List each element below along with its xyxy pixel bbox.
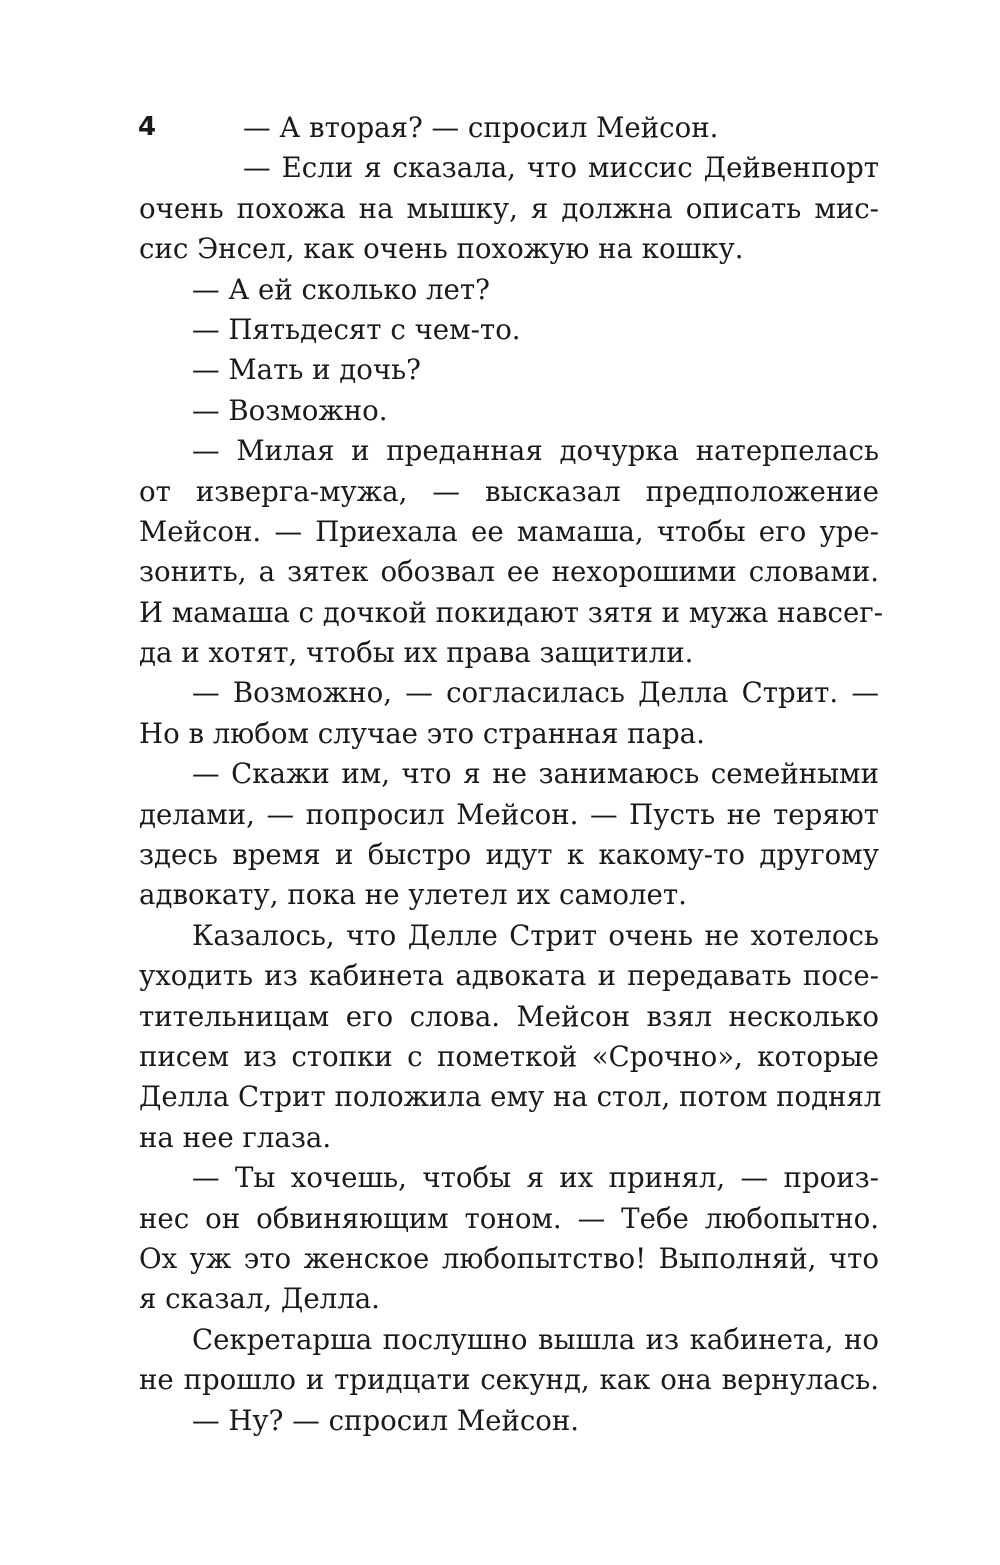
text-line: — Милая и преданная дочурка натерпелась <box>192 434 879 468</box>
text-line: — Возможно. <box>192 393 388 427</box>
text-line: на нее глаза. <box>139 1120 332 1154</box>
text-line: зонить, а зятек обозвал ее нехорошими словами. <box>139 555 879 589</box>
text-line: Секретарша послушно вышла из кабинета, но <box>192 1322 879 1356</box>
text-line: адвокату, пока не улетел их самолет. <box>139 878 687 912</box>
text-line: от изверга-мужа, — высказал предположение <box>139 474 879 508</box>
text-line: — Скажи им, что я не занимаюсь семейными <box>192 757 879 791</box>
text-line: — А ей сколько лет? <box>192 272 490 306</box>
text-line: Мейсон. — Приехала ее мамаша, чтобы его уре- <box>139 514 879 548</box>
text-line: делами, — попросил Мейсон. — Пусть не теряют <box>139 797 879 831</box>
text-line: — Если я сказала, что миссис Дейвенпорт <box>243 151 879 185</box>
text-line: уходить из кабинета адвоката и передавать посе- <box>139 959 879 993</box>
text-line: я сказал, Делла. <box>139 1282 380 1316</box>
text-line: Но в любом случае это странная пара. <box>139 716 705 750</box>
text-line: писем из стопки с пометкой «Срочно», которые <box>139 1039 879 1073</box>
text-line: Ох уж это женское любопытство! Выполняй, что <box>139 1241 879 1275</box>
text-line: — Мать и дочь? <box>192 353 421 387</box>
text-line: — Возможно, — согласилась Делла Стрит. — <box>192 676 879 710</box>
text-line: здесь время и быстро идут к какому-то другому <box>139 838 879 872</box>
text-line: нес он обвиняющим тоном. — Тебе любопытно. <box>139 1201 879 1235</box>
text-line: Делла Стрит положила ему на стол, потом поднял <box>139 1080 882 1114</box>
text-line: И мамаша с дочкой покидают зятя и мужа навсег- <box>139 595 884 629</box>
text-line: не прошло и тридцати секунд, как она вернулась. <box>139 1363 879 1397</box>
page-number: 4 <box>138 112 157 142</box>
text-line: очень похожа на мышку, я должна описать мис- <box>139 191 879 225</box>
text-line: тительницам его слова. Мейсон взял несколько <box>139 999 879 1033</box>
text-line: — Пятьдесят с чем-то. <box>192 312 521 346</box>
text-line: сис Энсел, как очень похожую на кошку. <box>139 232 744 266</box>
text-line: — Ну? — спросил Мейсон. <box>192 1403 580 1437</box>
text-line: да и хотят, чтобы их права защитили. <box>139 636 694 670</box>
text-line: — Ты хочешь, чтобы я их принял, — произ- <box>192 1161 879 1195</box>
text-line: Казалось, что Делле Стрит очень не хотелось <box>192 918 879 952</box>
text-line: — А вторая? — спросил Мейсон. <box>243 111 719 144</box>
body-text <box>139 108 884 1441</box>
